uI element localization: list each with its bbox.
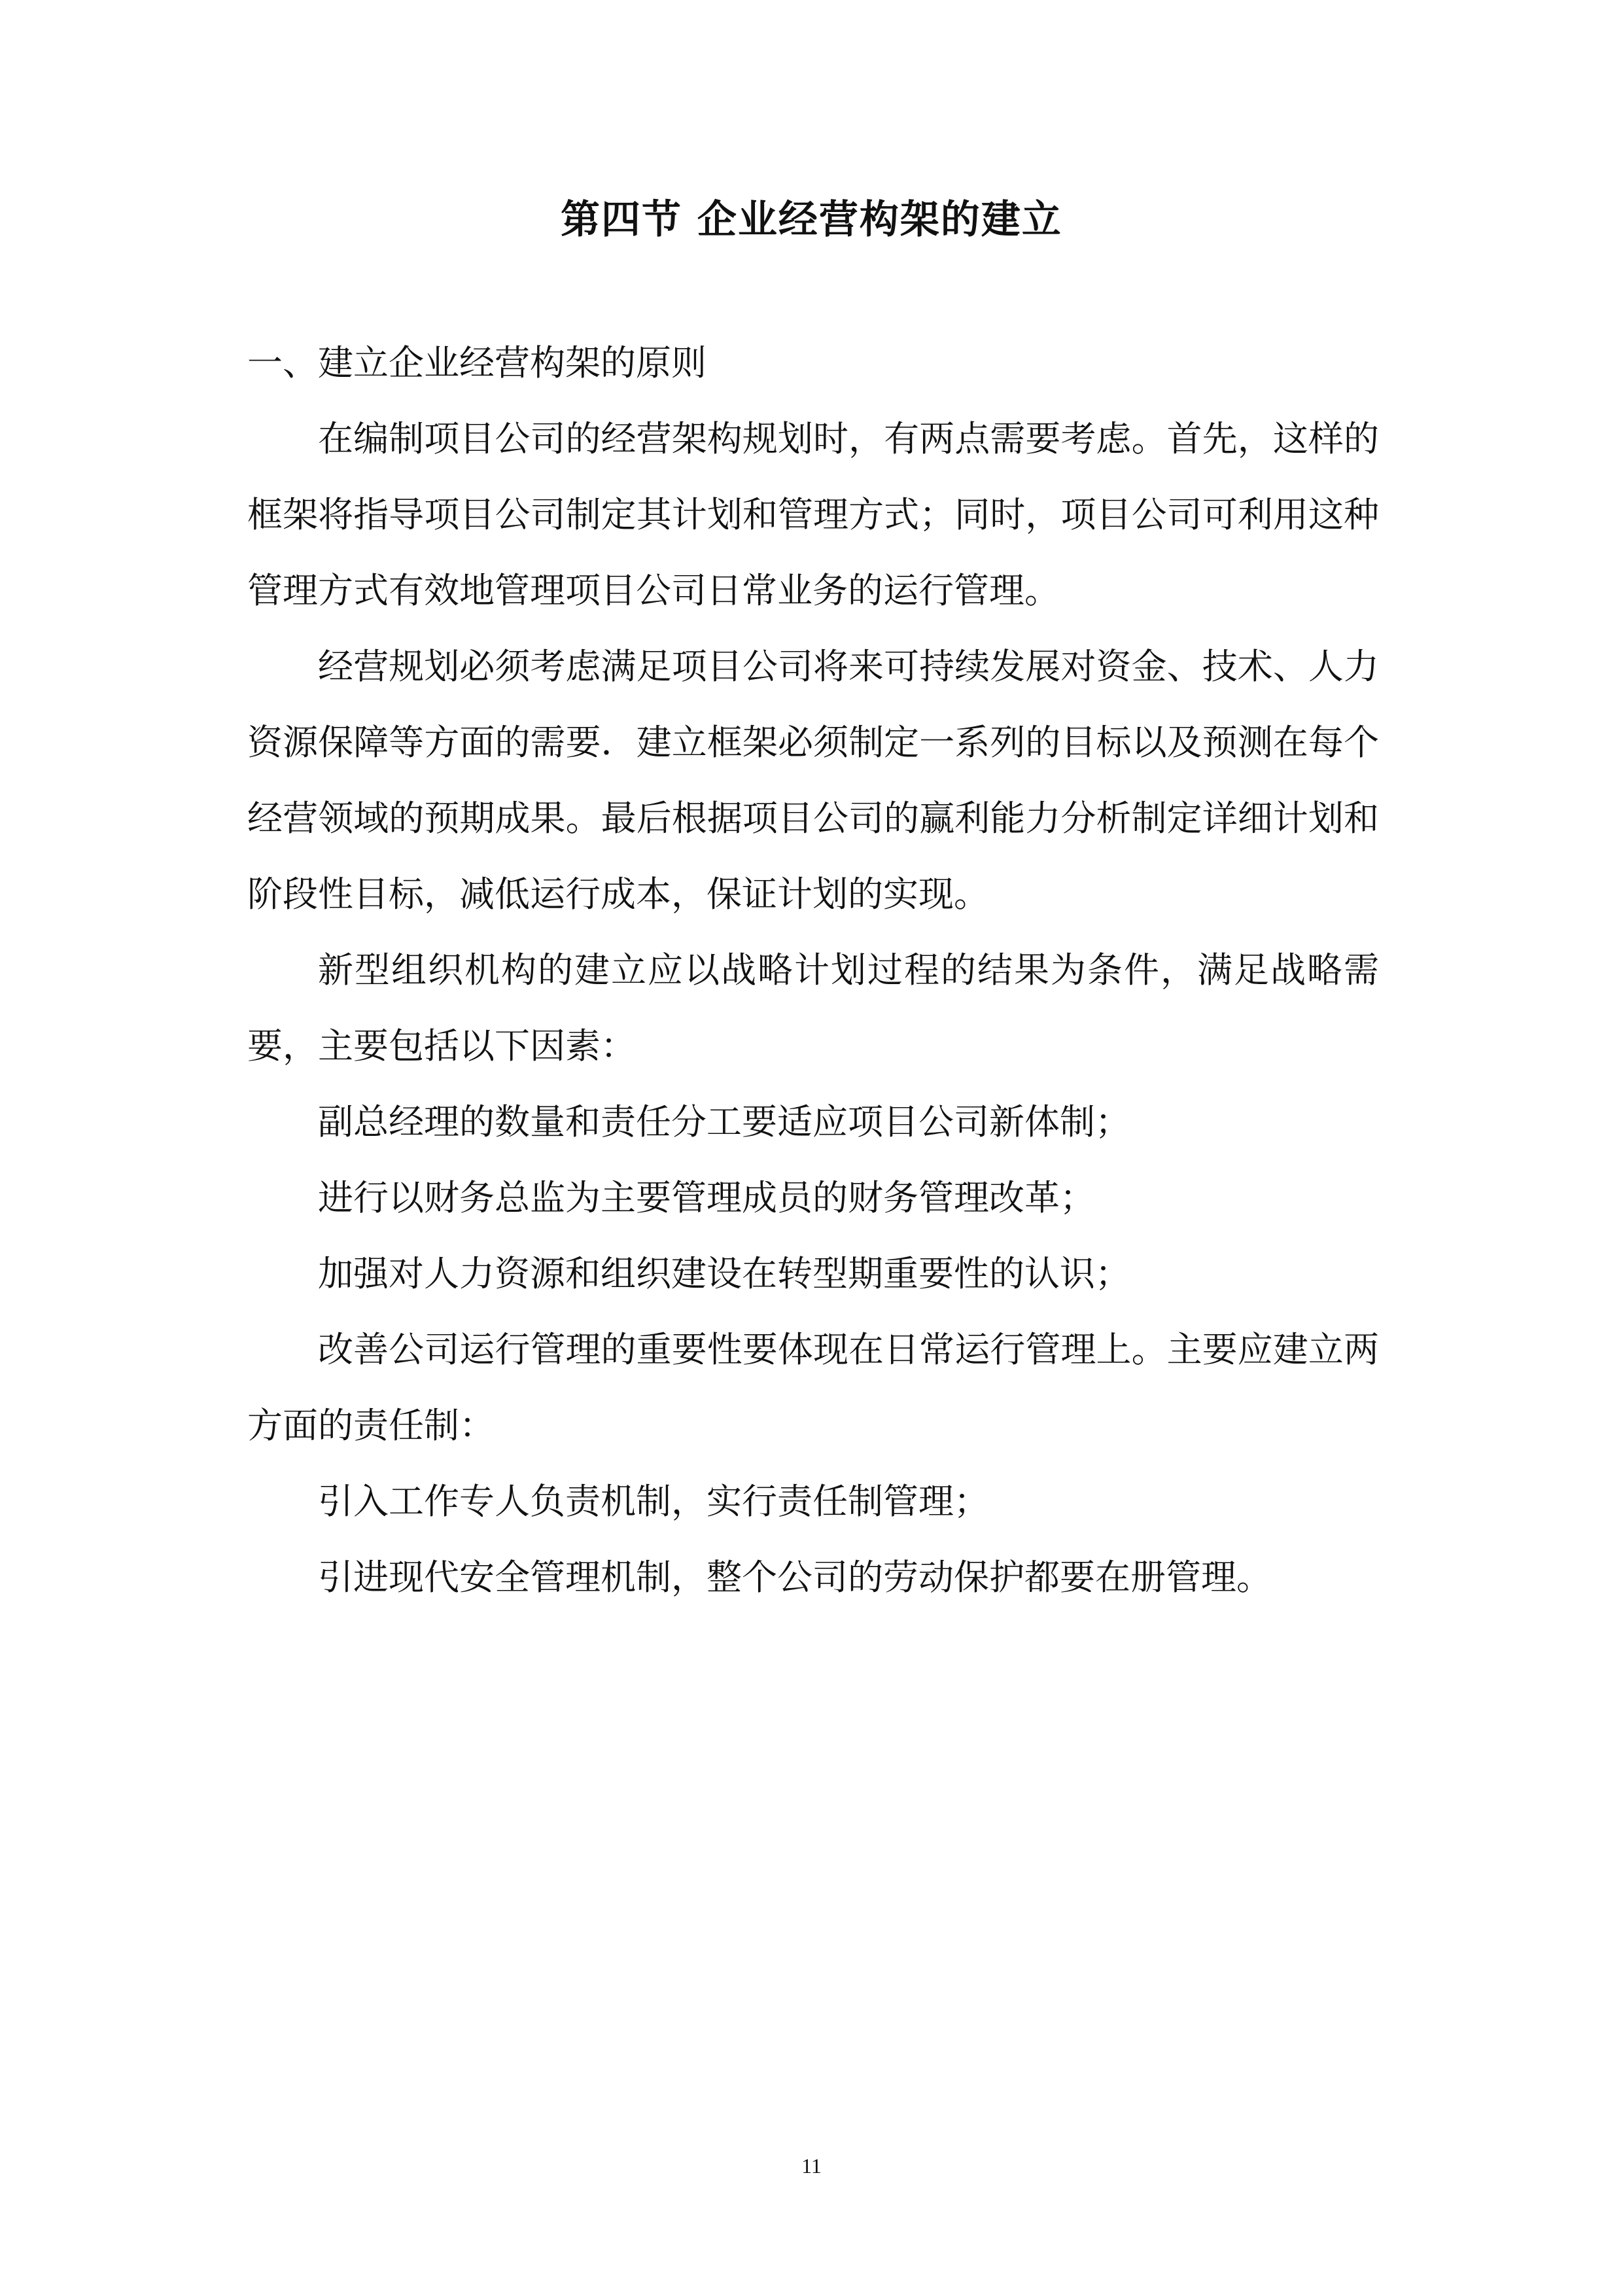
paragraph: 副总经理的数量和责任分工要适应项目公司新体制； <box>318 1101 1130 1142</box>
paragraph: 引进现代安全管理机制，整个公司的劳动保护都要在册管理。 <box>318 1557 1272 1598</box>
paragraph-heading: 一、建立企业经营构架的原则 <box>247 342 707 383</box>
section-title: 第四节 企业经营构架的建立 <box>561 197 1062 243</box>
page-number: 11 <box>801 2154 822 2178</box>
paragraph: 加强对人力资源和组织建设在转型期重要性的认识； <box>318 1253 1130 1294</box>
paragraph: 新型组织机构的建立应以战略计划过程的结果为条件，满足战略需要，主要包括以下因素： <box>247 949 1379 1067</box>
body-text <box>247 325 1379 1616</box>
paragraph: 在编制项目公司的经营架构规划时，有两点需要考虑。首先，这样的框架将指导项目公司制定其计划和管理方式；同时，项目公司可利用这种管理方式有效地管理项目公司日常业务的运行管理。 <box>247 418 1379 611</box>
paragraph: 经营规划必须考虑满足项目公司将来可持续发展对资金、技术、人力资源保障等方面的需要．建立框架必须制定一系列的目标以及预测在每个经营领域的预期成果。最后根据项目公司的赢利能力分析制定详细计划和阶段性目标，减低运行成本，保证计划的实现。 <box>247 646 1379 915</box>
paragraph: 改善公司运行管理的重要性要体现在日常运行管理上。主要应建立两方面的责任制： <box>247 1329 1379 1446</box>
paragraph: 引入工作专人负责机制，实行责任制管理； <box>318 1481 989 1522</box>
paragraph: 进行以财务总监为主要管理成员的财务管理改革； <box>318 1177 1095 1218</box>
